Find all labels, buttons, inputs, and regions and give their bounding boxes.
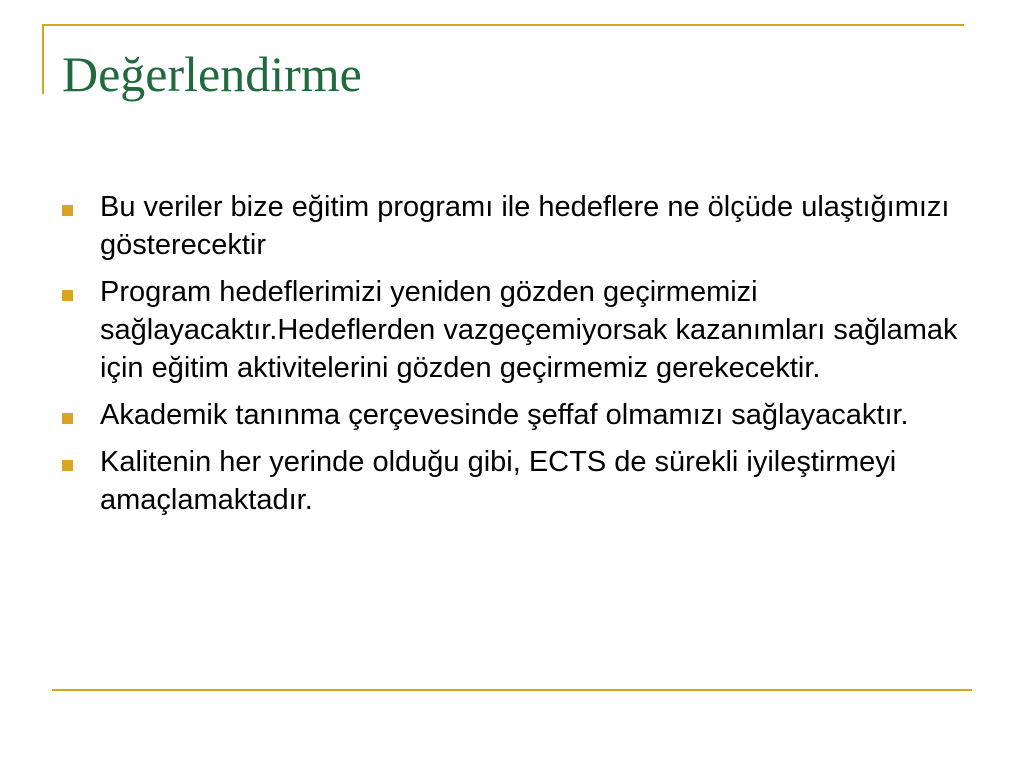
top-border-line bbox=[42, 24, 964, 26]
square-bullet-icon bbox=[62, 290, 73, 301]
bullet-text: Kalitenin her yerinde olduğu gibi, ECTS de sürekli iyileştirmeyi amaçlamaktadır. bbox=[100, 446, 897, 516]
bottom-border-line bbox=[52, 689, 972, 691]
square-bullet-icon bbox=[62, 205, 73, 216]
bullet-text: Akademik tanınma çerçevesinde şeffaf olmamızı sağlayacaktır. bbox=[100, 399, 909, 431]
square-bullet-icon bbox=[62, 413, 73, 424]
bullet-list bbox=[62, 188, 962, 528]
bullet-text: Bu veriler bize eğitim programı ile hedeflere ne ölçüde ulaştığımızı gösterecektir bbox=[100, 191, 950, 261]
bullet-item bbox=[62, 188, 962, 264]
left-border-line bbox=[42, 24, 44, 94]
square-bullet-icon bbox=[62, 460, 73, 471]
bullet-text: Program hedeflerimizi yeniden gözden geçirmemizi sağlayacaktır.Hedeflerden vazgeçemiyorsak kazanımları sağlamak için eğitim aktivitelerini gözden geçirmemiz gerekecektir. bbox=[100, 276, 958, 384]
bullet-item bbox=[62, 273, 962, 387]
slide-title: Değerlendirme bbox=[62, 46, 362, 102]
bullet-item bbox=[62, 443, 962, 519]
bullet-item bbox=[62, 396, 962, 434]
